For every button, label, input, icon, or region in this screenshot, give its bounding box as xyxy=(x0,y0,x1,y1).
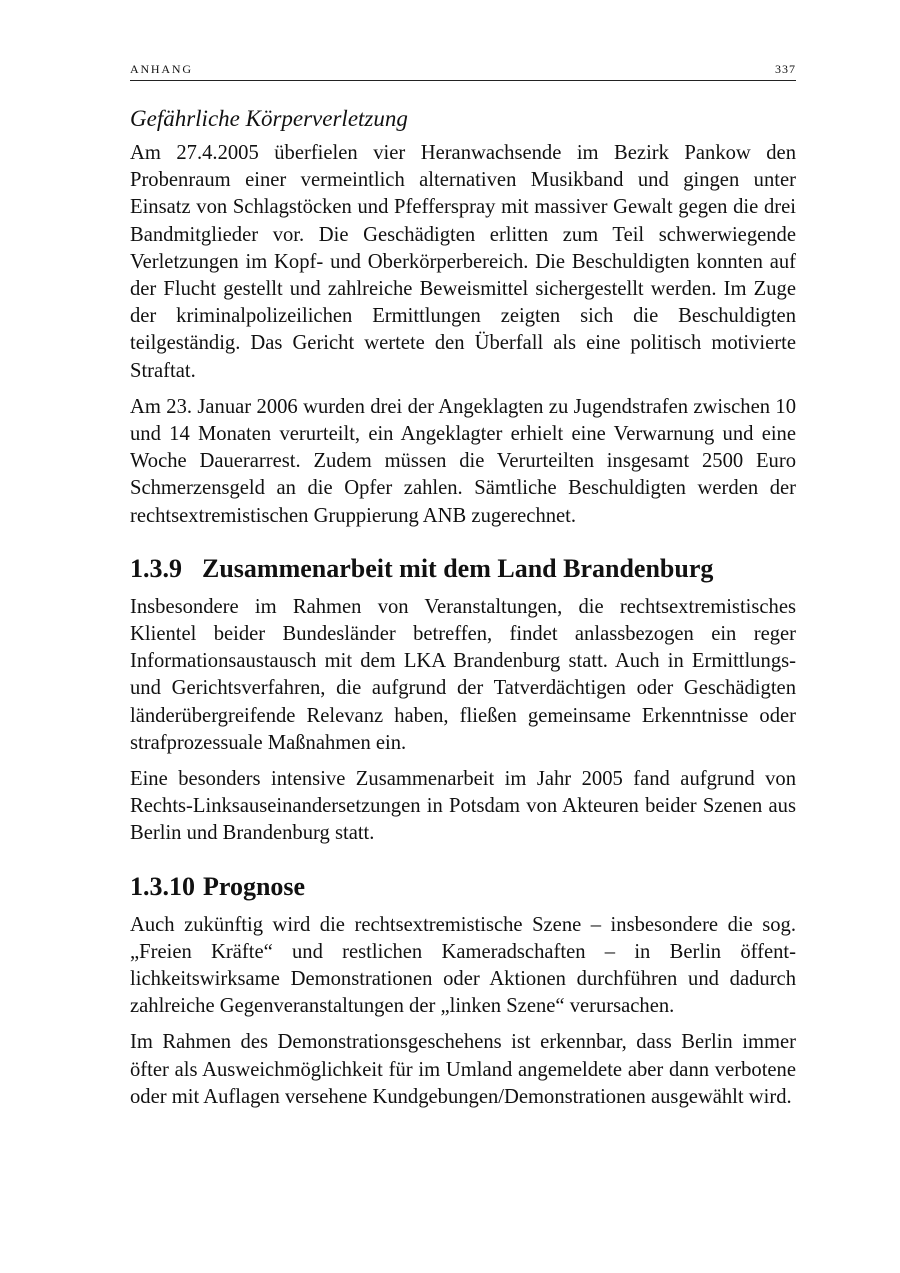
page-number: 337 xyxy=(775,62,796,76)
paragraph: Im Rahmen des Demonstrationsgeschehens ist erkennbar, dass Berlin immer öfter als Ausweichmöglichkeit für im Umland angemeldete aber dann verbotene oder mit Auflagen versehene Kundgebungen/Demonstrationen ausgewählt wird. xyxy=(130,1031,796,1108)
page-content xyxy=(130,104,796,1120)
running-header xyxy=(130,62,796,81)
section-title: Zusammenarbeit mit dem Land Brandenburg xyxy=(202,553,714,583)
section-heading-1-3-10 xyxy=(130,870,796,904)
paragraph: Am 23. Januar 2006 wurden drei der Angeklagten zu Jugendstrafen zwischen 10 und 14 Monaten verurteilt, ein Angeklagter erhielt eine Verwarnung und eine Woche Dauerarrest. Zudem müssen die Verurteilten insgesamt 2500 Euro Schmerzensgeld an die Opfer zahlen. Sämtliche Beschuldigten werden der rechtsextremistischen Gruppierung ANB zugerechnet. xyxy=(130,395,796,527)
paragraph: Auch zukünftig wird die rechtsextremistische Szene – insbesondere die sog. „Freien Kräfte“ und restlichen Kameradschaften – in Berlin öffentlichkeitswirksame Demonstrationen oder Aktionen durchführen und dadurch zahlreiche Gegenveranstaltungen der „linken Szene“ verursachen. xyxy=(130,913,796,1018)
paragraph: Eine besonders intensive Zusammenarbeit im Jahr 2005 fand aufgrund von Rechts-Linksauseinandersetzungen in Potsdam von Akteuren beider Szenen aus Berlin und Brandenburg statt. xyxy=(130,768,796,845)
section-number: 1.3.10 xyxy=(130,871,195,901)
section-title: Prognose xyxy=(203,871,306,901)
case-title: Gefährliche Körperverletzung xyxy=(130,106,408,131)
paragraph: Insbesondere im Rahmen von Veranstaltungen, die rechtsextremistisches Klientel beider Bundesländer betreffen, findet anlassbezogen ein reger Informationsaustausch mit dem LKA Brandenburg statt. Auch in Ermittlungs- und Gerichtsverfahren, die aufgrund der Tatverdächtigen oder Geschädigten länderübergreifende Relevanz haben, fließen gemeinsame Erkenntnisse oder strafprozessuale Maßnahmen ein. xyxy=(130,595,796,754)
header-section-label: ANHANG xyxy=(130,62,193,76)
section-number: 1.3.9 xyxy=(130,553,182,583)
paragraph: Am 27.4.2005 überfielen vier Heranwachsende im Bezirk Pankow den Probenraum einer vermeintlich alternativen Musikband und gingen unter Einsatz von Schlagstöcken und Pfefferspray mit massiver Gewalt gegen die drei Bandmitglieder vor. Die Geschädigten erlitten zum Teil schwerwiegende Verletzungen im Kopf- und Oberkörperbereich. Die Beschuldigten konnten auf der Flucht gestellt und zahlreiche Beweismittel sichergestellt werden. Im Zuge der kriminalpolizeilichen Ermittlungen zeigten sich die Beschuldigten teilgeständig. Das Gericht wertete den Überfall als eine politisch motivierte Straftat. xyxy=(130,142,796,382)
section-heading-1-3-9 xyxy=(130,552,796,586)
